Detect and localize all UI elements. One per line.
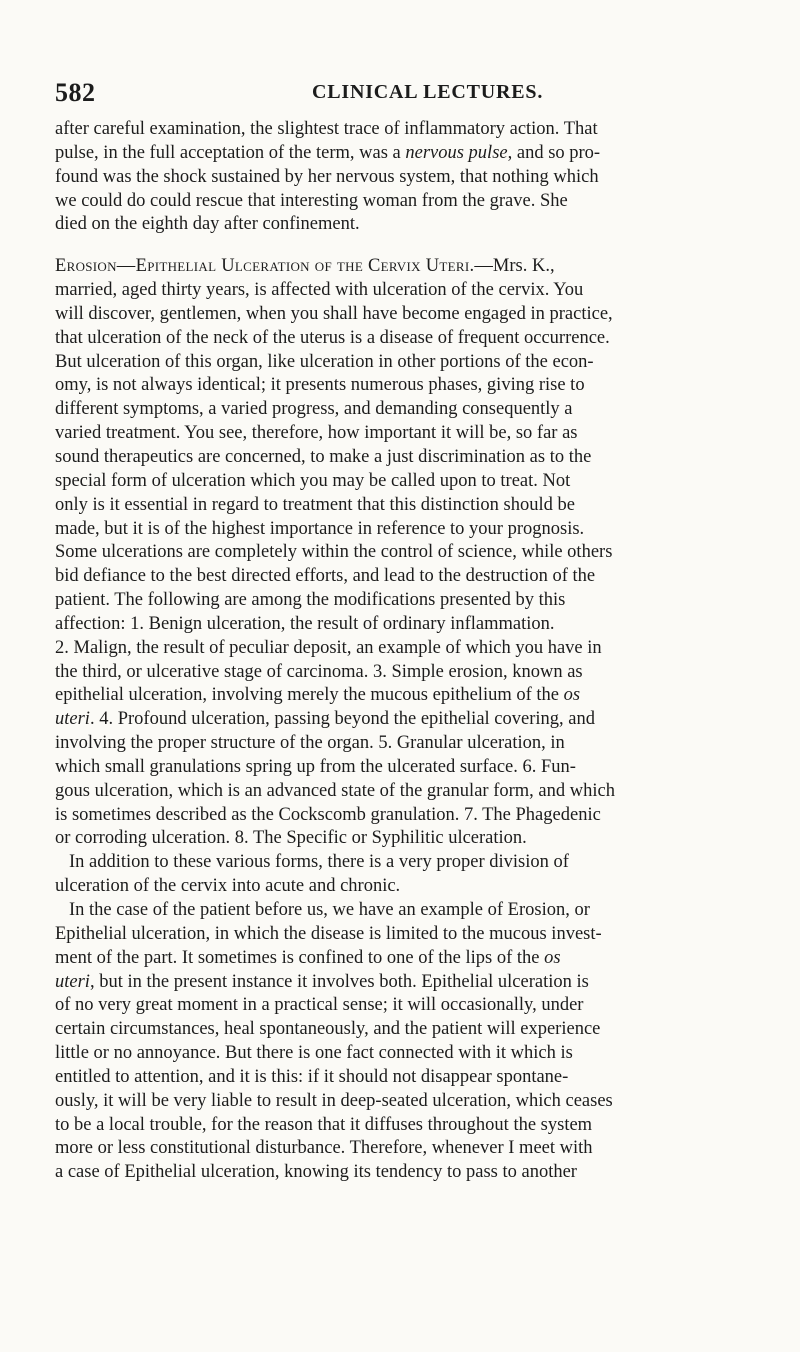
text-line: bid defiance to the best directed efforts, and lead to the destruction of the <box>55 566 596 587</box>
text-line <box>55 684 745 708</box>
text-run: epithelial ulceration, involving merely the mucous epithelium of the <box>55 685 564 706</box>
text-line <box>55 708 745 732</box>
text-line: patient. The following are among the modifications presented by this <box>55 590 566 611</box>
text-run: , but in the present instance it involves both. Epithelial ulceration is <box>89 971 589 992</box>
italic-term: os <box>544 947 561 968</box>
text-line: ulceration of the cervix into acute and chronic. <box>55 876 401 897</box>
italic-term: nervous pulse <box>405 142 508 163</box>
text-line: entitled to attention, and it is this: if it should not disappear spontane- <box>55 1066 569 1087</box>
text-line: Some ulcerations are completely within the control of science, while others <box>55 542 613 563</box>
text-line: But ulceration of this organ, like ulceration in other portions of the econ- <box>55 351 594 372</box>
italic-term: os <box>563 685 581 706</box>
running-head: CLINICAL LECTURES. <box>312 81 544 103</box>
section-heading-line <box>55 255 745 279</box>
text-line: involving the proper structure of the organ. 5. Granular ulceration, in <box>55 733 565 754</box>
text-line: married, aged thirty years, is affected with ulceration of the cervix. You <box>55 280 584 301</box>
paragraph-gap <box>55 237 745 255</box>
text-run: pulse, in the full acceptation of the term, was a <box>55 142 406 163</box>
text-line: or corroding ulceration. 8. The Specific or Syphilitic ulceration. <box>55 828 527 849</box>
text-line: omy, is not always identical; it presents numerous phases, giving rise to <box>55 375 585 396</box>
text-line: ously, it will be very liable to result in deep-seated ulceration, which ceases <box>55 1090 613 1111</box>
text-line: only is it essential in regard to treatment that this distinction should be <box>55 494 575 515</box>
text-line: after careful examination, the slightest trace of inflammatory action. That <box>55 119 598 139</box>
text-line: is sometimes described as the Cockscomb granulation. 7. The Phagedenic <box>55 804 601 825</box>
text-line: certain circumstances, heal spontaneously, and the patient will experience <box>55 1019 601 1040</box>
text-line: In the case of the patient before us, we have an example of Erosion, or <box>69 900 590 920</box>
text-line: sound therapeutics are concerned, to make a just discrimination as to the <box>55 446 592 467</box>
text-run: . 4. Profound ulceration, passing beyond the epithelial covering, and <box>89 709 595 730</box>
text-line: special form of ulceration which you may be called upon to treat. Not <box>55 470 571 491</box>
text-run: —Mrs. K., <box>474 256 555 277</box>
page-number: 582 <box>55 78 96 107</box>
text-line: found was the shock sustained by her nervous system, that nothing which <box>55 166 599 187</box>
text-line: different symptoms, a varied progress, and demanding consequently a <box>55 399 573 420</box>
text-line: more or less constitutional disturbance. Therefore, whenever I meet with <box>55 1138 593 1159</box>
section-heading: Erosion—Epithelial Ulceration of the Cervix Uteri. <box>55 256 475 277</box>
page-header <box>55 78 745 108</box>
text-line: 2. Malign, the result of peculiar deposit, an example of which you have in <box>55 637 602 658</box>
text-line: In addition to these various forms, there is a very proper division of <box>69 852 569 873</box>
text-line: affection: 1. Benign ulceration, the result of ordinary inflammation. <box>55 613 555 634</box>
text-line <box>55 947 745 971</box>
text-line: made, but it is of the highest importance in reference to your prognosis. <box>55 518 585 539</box>
italic-term: uteri <box>55 709 90 730</box>
text-line: we could do could rescue that interesting woman from the grave. She <box>55 190 568 211</box>
text-line: will discover, gentlemen, when you shall have become engaged in practice, <box>55 303 613 324</box>
text-line: which small granulations spring up from the ulcerated surface. 6. Fun- <box>55 756 576 777</box>
text-line: little or no annoyance. But there is one fact connected with it which is <box>55 1043 573 1064</box>
text-line: that ulceration of the neck of the uterus is a disease of frequent occurrence. <box>55 327 610 348</box>
text-run: ment of the part. It sometimes is confined to one of the lips of the <box>55 947 545 968</box>
text-line: to be a local trouble, for the reason that it diffuses throughout the system <box>55 1114 593 1135</box>
text-line: the third, or ulcerative stage of carcinoma. 3. Simple erosion, known as <box>55 661 583 682</box>
italic-term: uteri <box>55 971 90 992</box>
text-line <box>55 971 745 995</box>
text-run: , and so pro- <box>507 142 601 163</box>
text-line: Epithelial ulceration, in which the disease is limited to the mucous invest- <box>55 923 602 944</box>
text-line: a case of Epithelial ulceration, knowing its tendency to pass to another <box>55 1162 577 1183</box>
text-line: varied treatment. You see, therefore, how important it will be, so far as <box>55 423 578 444</box>
text-line: gous ulceration, which is an advanced state of the granular form, and which <box>55 780 615 801</box>
body-text <box>55 118 745 1185</box>
text-line: died on the eighth day after confinement. <box>55 214 360 235</box>
text-line <box>55 142 745 166</box>
text-line: of no very great moment in a practical sense; it will occasionally, under <box>55 995 584 1016</box>
